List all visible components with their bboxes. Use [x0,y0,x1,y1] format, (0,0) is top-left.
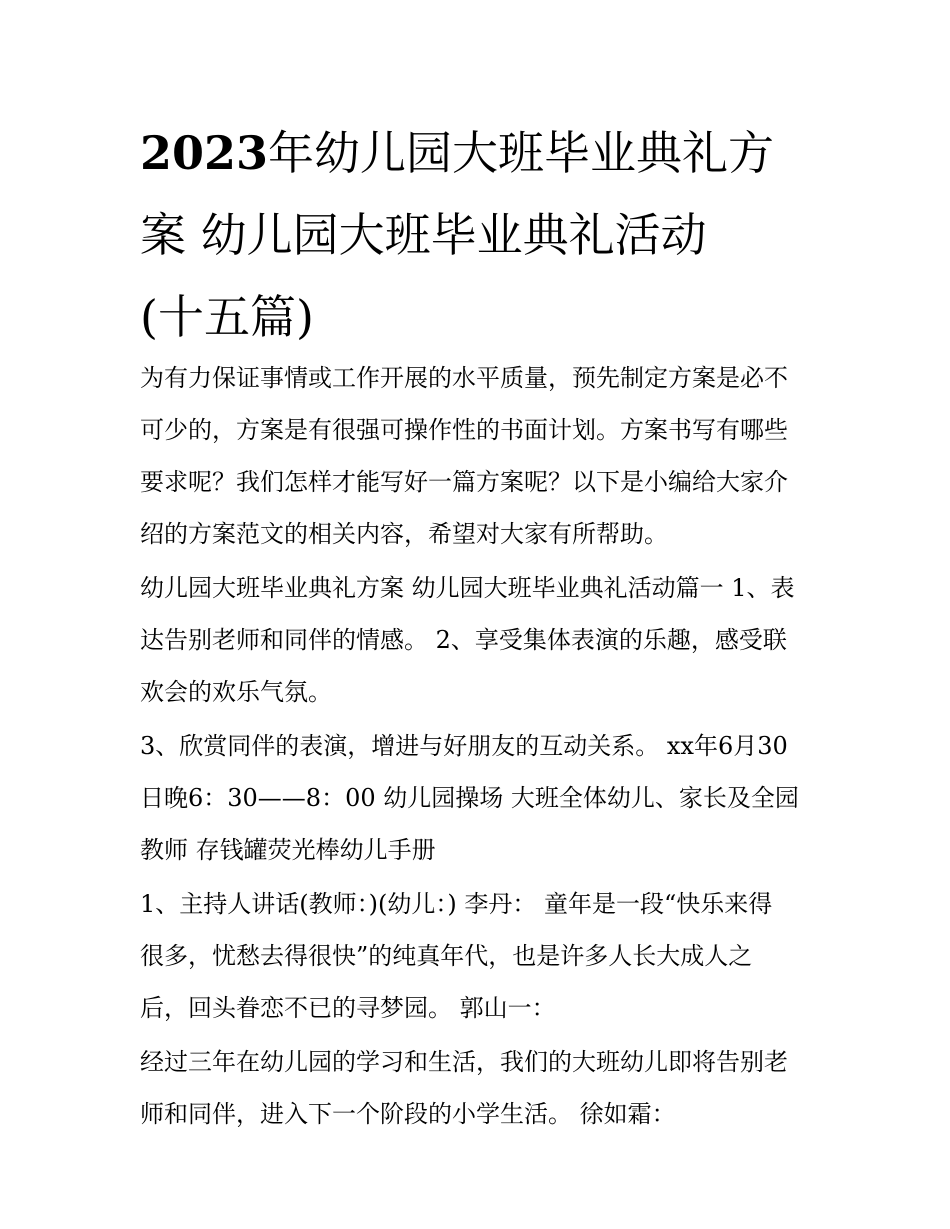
title-line-3: (十五篇) [140,290,314,344]
paragraph-line: 幼儿园大班毕业典礼方案 幼儿园大班毕业典礼活动篇一 1、表 [140,574,795,602]
title-line-2: 案 幼儿园大班毕业典礼活动 [140,208,707,262]
paragraph-schedule [140,720,820,876]
paragraph-line: 为有力保证事情或工作开展的水平质量，预先制定方案是必不 [140,364,788,392]
paragraph-line: 很多，忧愁去得很快”的纯真年代，也是许多人长大成人之 [140,942,753,970]
title-line-1 [140,112,820,194]
paragraph-line: 日晚6：30——8：00 幼儿园操场 大班全体幼儿、家长及全园 [140,784,799,812]
paragraph-line: 教师 存钱罐荧光棒幼儿手册 [140,836,436,864]
paragraph-line: 可少的，方案是有很强可操作性的书面计划。方案书写有哪些 [140,416,788,444]
paragraph-line: 经过三年在幼儿园的学习和生活，我们的大班幼儿即将告别老 [140,1048,788,1076]
paragraph-line: 绍的方案范文的相关内容，希望对大家有所帮助。 [140,520,668,548]
paragraph-intro [140,352,820,560]
paragraph-goals [140,562,820,718]
paragraph-line: 1、主持人讲话(教师：)(幼儿：) 李丹： 童年是一段“快乐来得 [140,890,773,918]
paragraph-closing [140,1036,820,1140]
paragraph-line: 师和同伴，进入下一个阶段的小学生活。 徐如霜： [140,1100,676,1128]
document-body [140,352,820,1140]
paragraph-line: 要求呢？我们怎样才能写好一篇方案呢？以下是小编给大家介 [140,468,788,496]
paragraph-line: 后，回头眷恋不已的寻梦园。 郭山一： [140,994,556,1022]
paragraph-line: 3、欣赏同伴的表演，增进与好朋友的互动关系。 xx年6月30 [140,732,788,760]
paragraph-line: 达告别老师和同伴的情感。 2、享受集体表演的乐趣，感受联 [140,626,787,654]
document-title [140,112,820,358]
title-year: 2023 [140,126,269,180]
paragraph-host-speech [140,878,820,1034]
paragraph-line: 欢会的欢乐气氛。 [140,678,332,706]
title-line-1-rest: 年幼儿园大班毕业典礼方 [268,126,775,180]
